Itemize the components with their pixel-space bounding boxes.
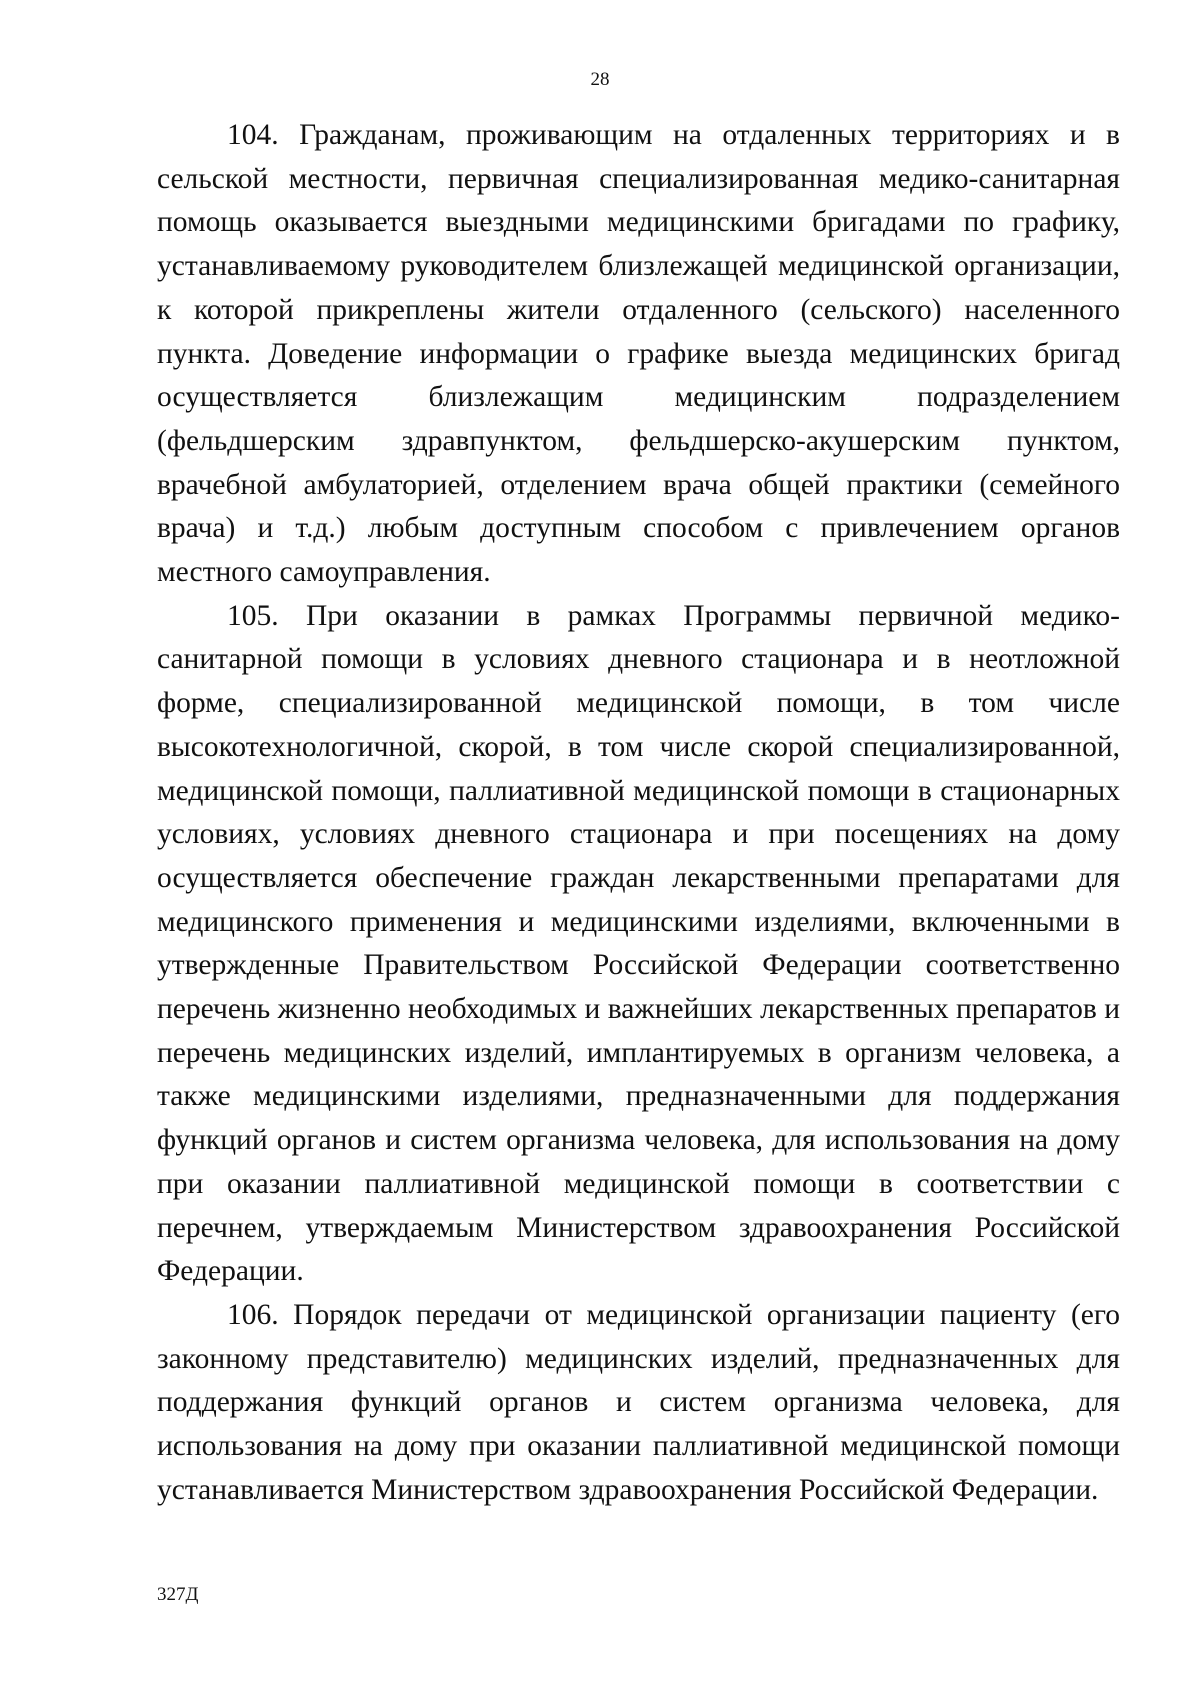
paragraph-104: 104. Гражданам, проживающим на отдаленных территориях и в сельской местности, первичная специализированная медико-санитарная помощь оказывается выездными медицинскими бригадами по графику, устанавливаемому руководителем близлежащей медицинской организации, к которой прикреплены жители отдаленного (сельского) населенного пункта. Доведение информации о графике выезда медицинских бригад осуществляется близлежащим медицинским подразделением (фельдшерским здравпунктом, фельдшерско-акушерским пунктом, врачебной амбулаторией, отделением врача общей практики (семейного врача) и т.д.) любым доступным способом с привлечением органов местного самоуправления.	[157, 119, 1120, 589]
page-number: 28	[590, 69, 610, 90]
document-body	[157, 114, 1120, 1513]
paragraph-105: 105. При оказании в рамках Программы первичной медико-санитарной помощи в условиях дневного стационара и в неотложной форме, специализированной медицинской помощи, в том числе высокотехнологичной, скорой, в том числе скорой специализированной, медицинской помощи, паллиативной медицинской помощи в стационарных условиях, условиях дневного стационара и при посещениях на дому осуществляется обеспечение граждан лекарственными препаратами для медицинского применения и медицинскими изделиями, включенными в утвержденные Правительством Российской Федерации соответственно перечень жизненно необходимых и важнейших лекарственных препаратов и перечень медицинских изделий, имплантируемых в организм человека, а также медицинскими изделиями, предназначенными для поддержания функций органов и систем организма человека, для использования на дому при оказании паллиативной медицинской помощи в соответствии с перечнем, утверждаемым Министерством здравоохранения Российской Федерации.	[157, 599, 1120, 1288]
document-code: 327Д	[157, 1584, 199, 1605]
paragraph-106: 106. Порядок передачи от медицинской организации пациенту (его законному представителю) медицинских изделий, предназначенных для поддержания функций органов и систем организма человека, для использования на дому при оказании паллиативной медицинской помощи устанавливается Министерством здравоохранения Российской Федерации.	[157, 1298, 1120, 1506]
